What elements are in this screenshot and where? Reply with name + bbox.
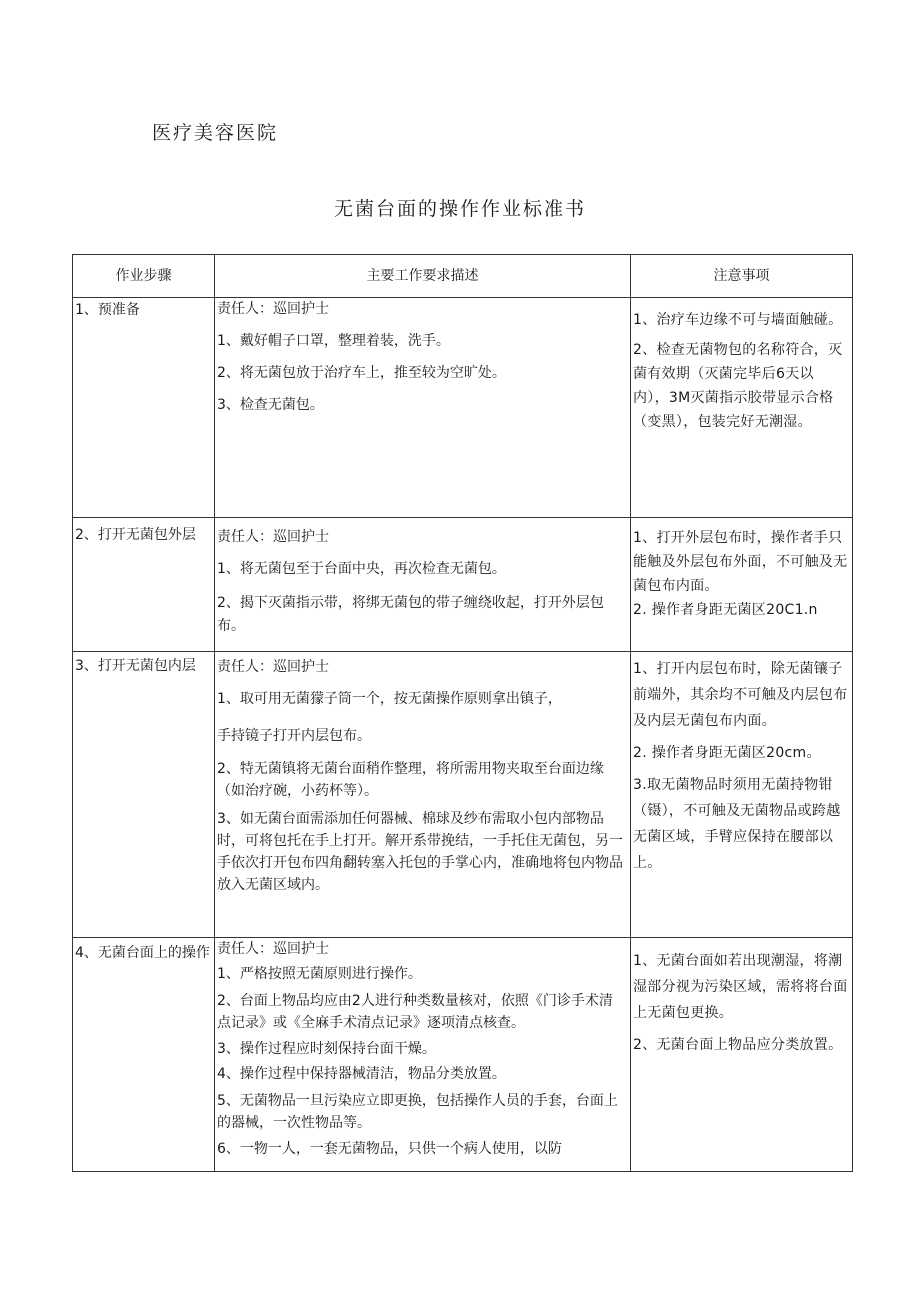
- step-name: 2、打开无菌包外层: [75, 527, 196, 543]
- description-line: 责任人：巡回护士: [217, 941, 329, 957]
- description-line: 4、操作过程中保持器械清洁，物品分类放置。: [217, 1066, 506, 1082]
- step-cell: [73, 298, 215, 518]
- note-line: 1、打开内层包布时，除无菌镶子前端外，其余均不可触及内层包布及内层无菌包布内面。: [633, 661, 848, 729]
- note-line: 2. 操作者身距无菌区20C1.n: [633, 602, 818, 618]
- description-line: 3、操作过程应时刻保持台面干燥。: [217, 1041, 436, 1057]
- column-header-description: 主要工作要求描述: [215, 255, 631, 298]
- table-row: [73, 938, 853, 1172]
- description-line: 3、检查无菌包。: [217, 397, 324, 413]
- description-line: 6、一物一人，一套无菌物品，只供一个病人使用，以防: [217, 1141, 562, 1157]
- notes-cell: [631, 652, 853, 938]
- step-name: 3、打开无菌包内层: [75, 658, 196, 674]
- column-header-notes: 注意事项: [631, 255, 853, 298]
- table-header-row: [73, 255, 853, 298]
- step-cell: [73, 652, 215, 938]
- description-cell: [215, 652, 631, 938]
- note-line: 1、治疗车边缘不可与墙面触碰。: [633, 312, 843, 328]
- description-cell: [215, 298, 631, 518]
- note-line: 2、无菌台面上物品应分类放置。: [633, 1037, 843, 1053]
- column-header-step: 作业步骤: [73, 255, 215, 298]
- sop-table: [72, 254, 853, 1172]
- notes-cell: [631, 938, 853, 1172]
- table-row: [73, 652, 853, 938]
- description-line: 责任人：巡回护士: [217, 301, 329, 317]
- description-line: 责任人：巡回护士: [217, 659, 329, 675]
- description-line: 1、严格按照无菌原则进行操作。: [217, 966, 422, 982]
- description-line: 5、无菌物品一旦污染应立即更换，包括操作人员的手套，台面上的器械，一次性物品等。: [217, 1093, 618, 1131]
- note-line: 2、检查无菌物包的名称符合，灭菌有效期（灭菌完毕后6天以内），3M灭菌指示胶带显示合格（变黑），包装完好无潮湿。: [633, 342, 843, 430]
- hospital-name: 医疗美容医院: [152, 122, 279, 144]
- note-line: 1、打开外层包布时，操作者手只能触及外层包布外面，不可触及无菌包布内面。: [633, 530, 848, 594]
- note-line: 1、无菌台面如若出现潮湿，将潮湿部分视为污染区域，需将将台面上无菌包更换。: [633, 953, 848, 1021]
- step-cell: [73, 518, 215, 652]
- description-line: 2、将无菌包放于治疗车上，推至较为空旷处。: [217, 365, 506, 381]
- description-line: 2、台面上物品均应由2人进行种类数量核对，依照《门诊手术清点记录》或《全麻手术清点记录》逐项清点核查。: [217, 993, 613, 1031]
- table-row: [73, 518, 853, 652]
- step-name: 1、预准备: [75, 302, 140, 318]
- step-name: 4、无菌台面上的操作: [75, 945, 210, 961]
- note-line: 3.取无菌物品时须用无菌持物钳（镊），不可触及无菌物品或跨越无菌区域，手臂应保持在腰部以上。: [633, 777, 841, 871]
- description-line: 1、将无菌包至于台面中央，再次检查无菌包。: [217, 561, 506, 577]
- description-line: 2、揭下灭菌指示带，将绑无菌包的带子缠绕收起，打开外层包布。: [217, 595, 604, 634]
- description-line: 1、取可用无菌獴子筒一个，按无菌操作原则拿出镇子，: [217, 691, 562, 707]
- description-line: 2、特无菌镇将无菌台面稍作整理，将所需用物夹取至台面边缘（如治疗碗，小药杯等）。: [217, 761, 604, 799]
- notes-cell: [631, 298, 853, 518]
- description-line: 手持镜子打开内层包布。: [217, 728, 371, 744]
- document-title: 无菌台面的操作作业标准书: [333, 198, 586, 220]
- description-cell: [215, 518, 631, 652]
- table-row: [73, 298, 853, 518]
- step-cell: [73, 938, 215, 1172]
- description-line: 责任人：巡回护士: [217, 529, 329, 545]
- description-cell: [215, 938, 631, 1172]
- description-line: 3、如无菌台面需添加任何器械、棉球及纱布需取小包内部物品时，可将包托在手上打开。解开系带挽结，一手托住无菌包，另一手依次打开包布四角翻转塞入托包的手掌心内，准确地将包内物品放入无菌区域内。: [217, 811, 623, 893]
- notes-cell: [631, 518, 853, 652]
- description-line: 1、戴好帽子口罩，整理着装，洗手。: [217, 333, 450, 349]
- note-line: 2. 操作者身距无菌区20cm。: [633, 745, 821, 761]
